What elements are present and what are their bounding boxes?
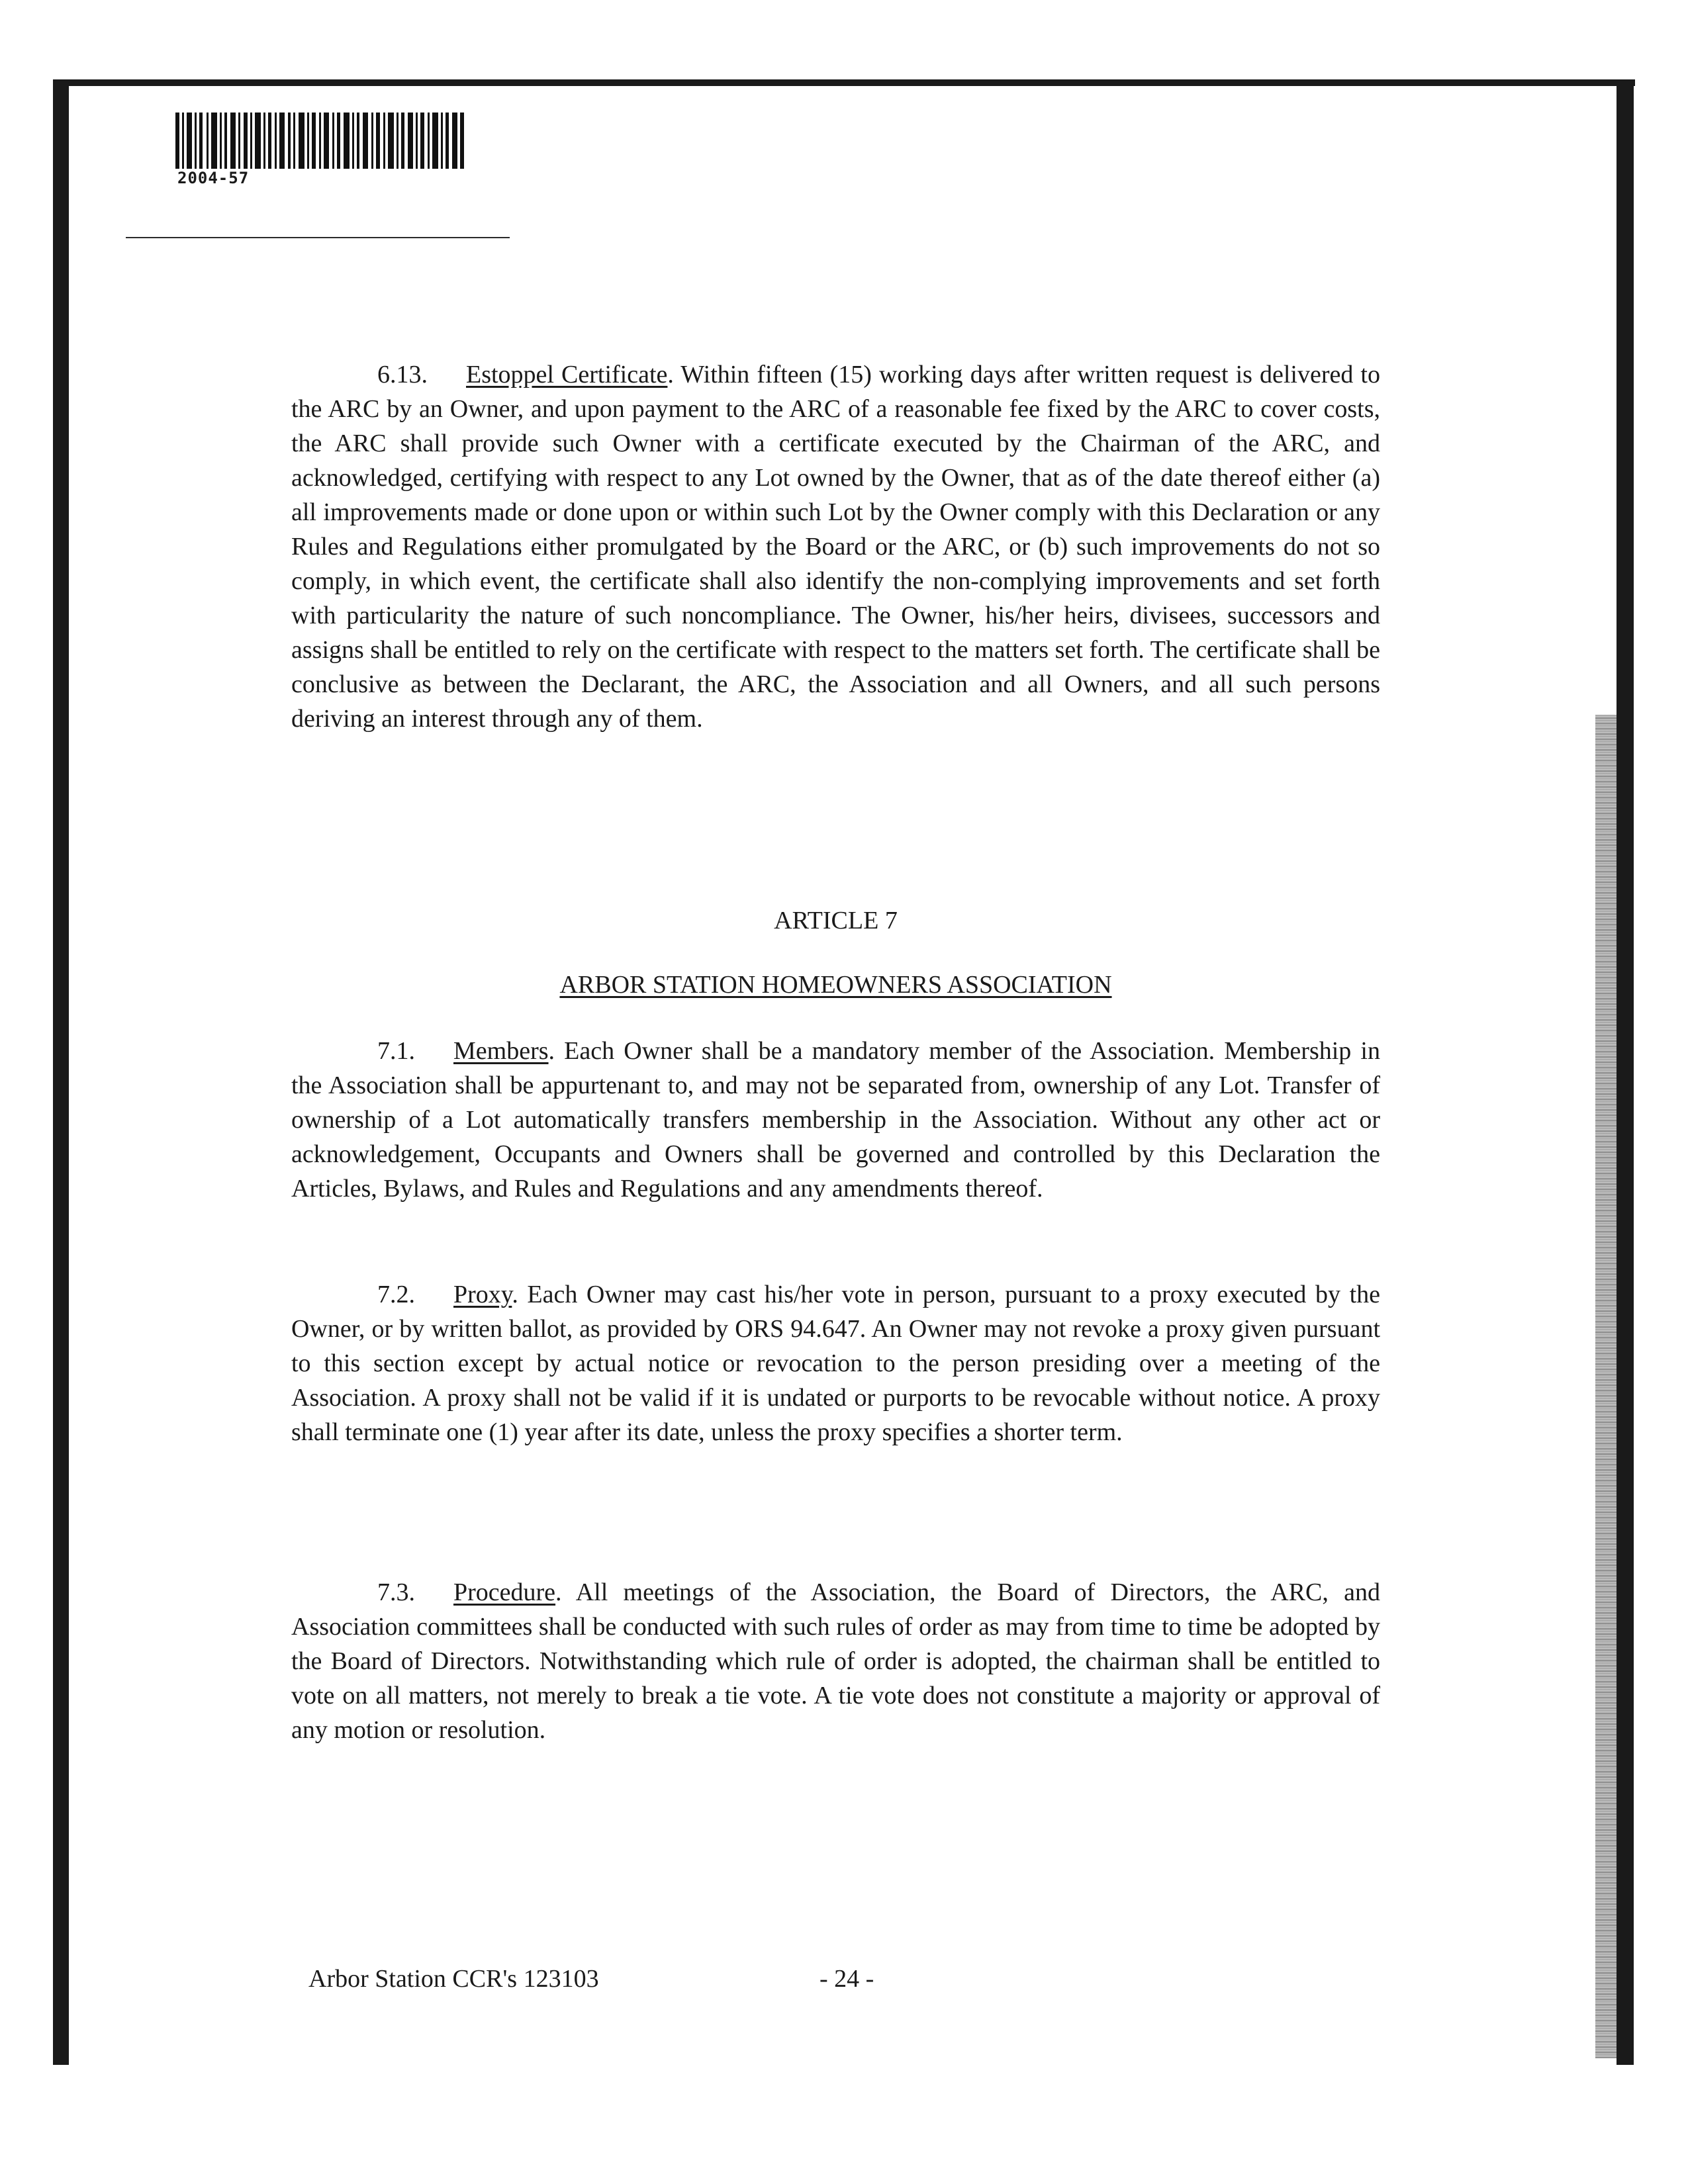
section-title: Procedure — [453, 1578, 556, 1606]
section-7-3 — [291, 1575, 1380, 1747]
section-7-1 — [291, 1034, 1380, 1206]
section-text: . Each Owner may cast his/her vote in person, pursuant to a proxy executed by the Owner, or by written ballot, as provided by ORS 94.647. An Owner may not revoke a proxy given pursuant to this section except by actual notice or revocation to the person presiding over a meeting of the Association. A proxy shall not be valid if it is undated or purports to be revocable without notice. A proxy shall terminate one (1) year after its date, unless the proxy specifies a shorter term. — [291, 1281, 1380, 1446]
footer-page-number: - 24 - — [820, 1965, 874, 1993]
section-text: . All meetings of the Association, the Board of Directors, the ARC, and Association committees shall be conducted with such rules of order as may from time to time be adopted by the Board of Directors. Notwithstanding which rule of order is adopted, the chairman shall be entitled to vote on all matters, not merely to break a tie vote. A tie vote does not constitute a majority or approval of any motion or resolution. — [291, 1578, 1380, 1744]
header-divider — [126, 237, 510, 238]
section-6-13 — [291, 357, 1380, 736]
section-title: Proxy — [453, 1281, 512, 1308]
footer-document-name: Arbor Station CCR's 123103 — [308, 1965, 599, 1993]
section-text: . Each Owner shall be a mandatory member of the Association. Membership in the Association shall be appurtenant to, and may not be separated from, ownership of any Lot. Transfer of ownership of a Lot automatically transfers membership in the Association. Without any other act or acknowledgement, Occupants and Owners shall be governed and controlled by this Declaration the Articles, Bylaws, and Rules and Regulations and any amendments thereof. — [291, 1037, 1380, 1203]
section-text: . Within fifteen (15) working days after written request is delivered to the ARC by an Owner, and upon payment to the ARC of a reasonable fee fixed by the ARC to cover costs, the ARC shall provide such Owner with a certificate executed by the Chairman of the ARC, and acknowledged, certifying with respect to any Lot owned by the Owner, that as of the date thereof either (a) all improvements made or done upon or within such Lot by the Owner comply with this Declaration or any Rules and Regulations either promulgated by the Board or the ARC, or (b) such improvements do not so comply, in which event, the certificate shall also identify the non-complying improvements and set forth with particularity the nature of such noncompliance. The Owner, his/her heirs, divisees, successors and assigns shall be entitled to rely on the certificate with respect to the matters set forth. The certificate shall be conclusive as between the Declarant, the ARC, the Association and all Owners, and all such persons deriving an interest through any of them. — [291, 361, 1380, 733]
scan-edge-noise — [1595, 715, 1617, 2058]
article-title: ARBOR STATION HOMEOWNERS ASSOCIATION — [559, 971, 1112, 999]
section-number: 7.2. — [377, 1281, 415, 1308]
scan-border-left — [53, 79, 69, 2065]
section-number: 7.3. — [377, 1578, 415, 1606]
scan-border-right — [1617, 79, 1634, 2065]
scan-border-top — [53, 79, 1635, 86]
section-title: Members — [453, 1037, 549, 1065]
barcode-image — [175, 113, 467, 169]
article-heading: ARTICLE 7 — [774, 907, 898, 934]
section-number: 6.13. — [377, 361, 428, 388]
article-subheading — [291, 968, 1380, 1002]
section-title: Estoppel Certificate — [466, 361, 668, 388]
section-number: 7.1. — [377, 1037, 415, 1065]
section-7-2 — [291, 1277, 1380, 1449]
barcode-number: 2004-57 — [177, 169, 250, 187]
